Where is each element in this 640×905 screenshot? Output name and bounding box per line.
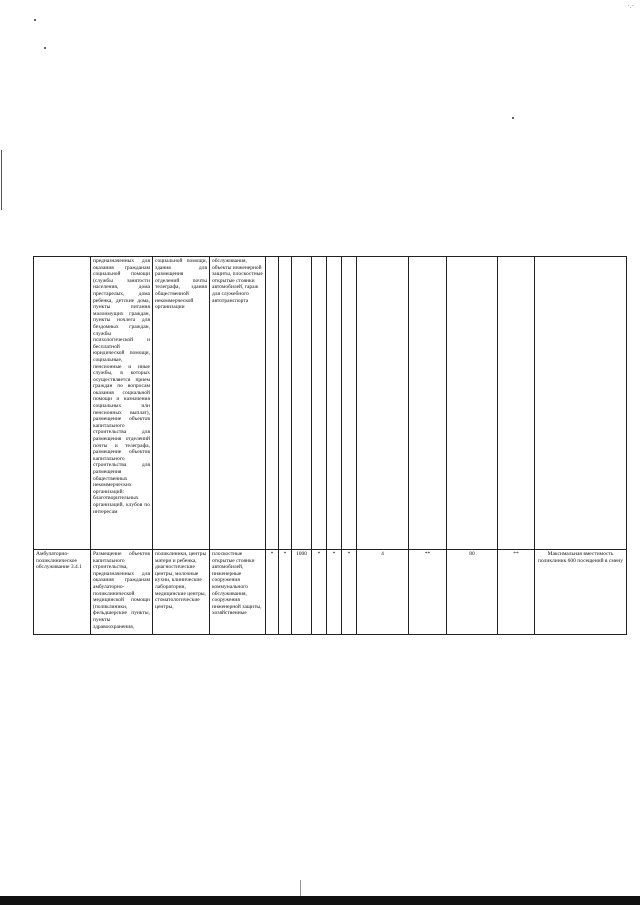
param-cell bbox=[327, 257, 342, 550]
main-uses-cell: социальной помощи, здания для размещения отделений почты телеграфа, здания общественной некоммерческой организации bbox=[153, 257, 210, 550]
scan-speck bbox=[34, 19, 36, 21]
scan-bottom-edge bbox=[0, 896, 640, 905]
param-cell: ** bbox=[498, 550, 535, 635]
scan-speck bbox=[44, 47, 46, 49]
param-cell bbox=[292, 257, 312, 550]
param-cell bbox=[279, 257, 292, 550]
max-floors-cell: 4 bbox=[357, 550, 409, 635]
note-cell bbox=[535, 257, 627, 550]
param-cell: * bbox=[279, 550, 292, 635]
auxiliary-uses-cell: плоскостные открытые стоянки автомобилей, инженерные сооружения коммунального обслуживания, сооружения инженерной защиты, хозяйственные bbox=[210, 550, 266, 635]
main-uses-cell: поликлиники, центры матери и ребенка, диагностические центры, молочные кухни, клинические лаборатории, медицинские центры, стоматологические центры, bbox=[153, 550, 210, 635]
param-cell bbox=[357, 257, 409, 550]
scan-artifact-line bbox=[300, 880, 301, 896]
note-cell: Максимальная вместимость поликлиник 600 посещений в смену bbox=[535, 550, 627, 635]
param-cell bbox=[409, 257, 447, 550]
max-coverage-cell: 80 bbox=[447, 550, 498, 635]
land-use-regulations-table bbox=[33, 256, 627, 635]
param-cell: ** bbox=[409, 550, 447, 635]
param-cell bbox=[447, 257, 498, 550]
table-row bbox=[34, 257, 627, 550]
param-cell: * bbox=[342, 550, 357, 635]
scan-speck bbox=[512, 117, 514, 119]
use-description-cell: Размещение объектов капитального строительства, предназначенных для оказания гражданам амбулаторно-поликлинической медицинской помощи (поликлиники, фельдшерские пункты, пункты здравоохранения, bbox=[91, 550, 153, 635]
use-description-cell: предназначенных для оказания гражданам социальной помощи (службы занятости населения, дома престарелых, дома ребенка, детские дома, пункты питания малоимущих граждан, пункты ночлега для бездомных граждан, службы психологической и бесплатной юридической помощи, социальные, пенсионные и иные службы, в которых осуществляется прием граждан по вопросам оказания социальной помощи и назначения социальных или пенсионных выплат), размещение объектов капитального строительства для размещения отделений почты и телеграфа, размещение объектов капитального строительства для размещения общественных некоммерческих организаций: благотворительных организаций, клубов по интересам bbox=[91, 257, 153, 550]
param-cell bbox=[266, 257, 279, 550]
param-cell: * bbox=[266, 550, 279, 635]
param-cell bbox=[498, 257, 535, 550]
scan-corner-mark: ·.· bbox=[627, 2, 634, 10]
auxiliary-uses-cell: обслуживания, объекты инженерной защиты, плоскостные открытые стоянки автомобилей, гараж для служебного автотранспорта bbox=[210, 257, 266, 550]
param-cell bbox=[342, 257, 357, 550]
scan-artifact-line bbox=[1, 150, 2, 210]
use-type-cell: Амбулаторно-поликлиническое обслуживание 3.4.1 bbox=[34, 550, 91, 635]
param-cell bbox=[312, 257, 327, 550]
param-cell: * bbox=[312, 550, 327, 635]
use-type-cell bbox=[34, 257, 91, 550]
param-cell: * bbox=[327, 550, 342, 635]
table-row bbox=[34, 550, 627, 635]
max-area-cell: 1000 bbox=[292, 550, 312, 635]
